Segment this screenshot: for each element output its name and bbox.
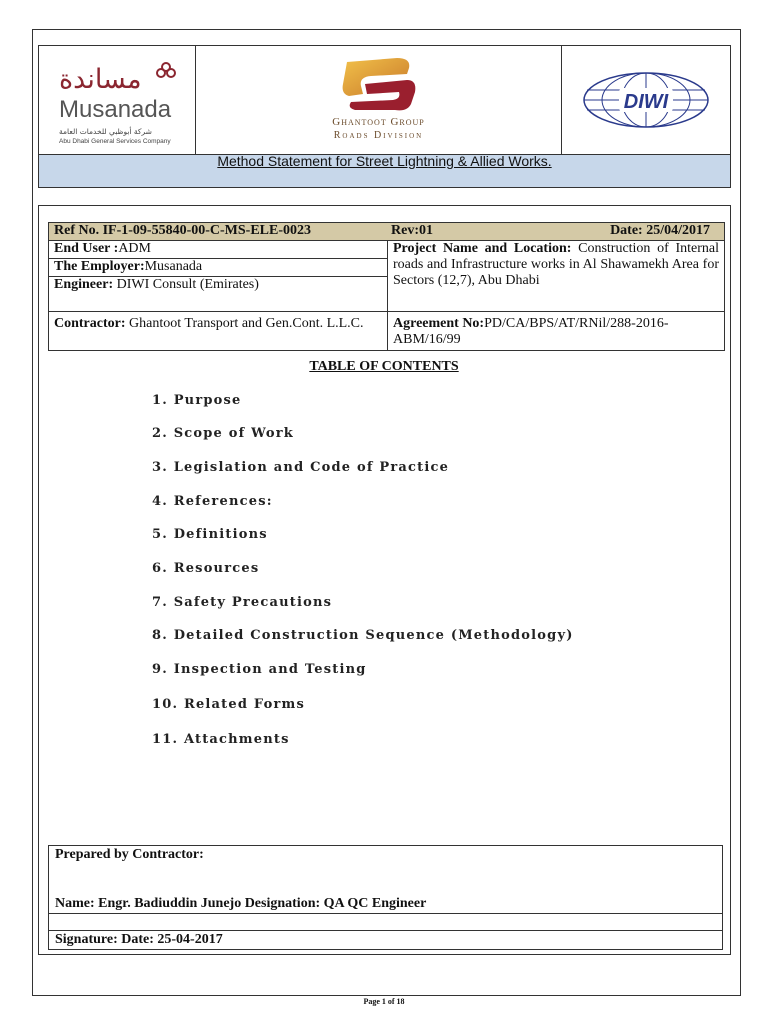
musanada-english-subtitle: Abu Dhabi General Services Company bbox=[59, 138, 171, 145]
toc-item-safety: 7. Safety Precautions bbox=[152, 595, 333, 610]
blank-row bbox=[49, 914, 722, 931]
musanada-arabic-subtitle: شركة أبوظبي للخدمات العامة bbox=[59, 127, 152, 136]
diwi-logo-cell bbox=[562, 46, 730, 154]
ghantoot-logo bbox=[279, 54, 479, 146]
ref-number: Ref No. IF-1-09-55840-00-C-MS-ELE-0023 bbox=[54, 223, 312, 238]
musanada-flower-icon bbox=[155, 60, 177, 82]
toc-item-references: 4. References: bbox=[152, 494, 273, 509]
ghantoot-logo-cell bbox=[196, 46, 562, 154]
prepared-by-label: Prepared by Contractor: bbox=[55, 847, 204, 862]
document-date: Date: 25/04/2017 bbox=[610, 223, 710, 238]
project-label: Project Name and Location: bbox=[393, 241, 572, 256]
toc-item-related-forms: 10. Related Forms bbox=[152, 697, 305, 712]
info-grid bbox=[49, 241, 724, 312]
ghantoot-emblem-icon bbox=[337, 54, 421, 114]
info-left-column bbox=[49, 241, 388, 311]
end-user-line bbox=[49, 241, 387, 259]
info-bottom-row bbox=[49, 312, 724, 350]
prepared-by-cell bbox=[49, 846, 722, 914]
roads-division-text: Roads Division bbox=[333, 130, 424, 141]
document-title-band bbox=[38, 155, 731, 188]
employer-label: The Employer: bbox=[54, 259, 145, 274]
diwi-globe-logo bbox=[581, 70, 711, 130]
end-user-value: ADM bbox=[118, 241, 151, 256]
musanada-logo bbox=[47, 60, 187, 145]
toc-item-legislation: 3. Legislation and Code of Practice bbox=[152, 460, 450, 475]
engineer-line bbox=[49, 277, 387, 311]
toc-item-scope: 2. Scope of Work bbox=[152, 426, 295, 441]
toc-item-resources: 6. Resources bbox=[152, 561, 260, 576]
agreement-cell bbox=[388, 312, 724, 350]
ref-row bbox=[49, 223, 724, 241]
toc-item-methodology: 8. Detailed Construction Sequence (Methodology) bbox=[152, 628, 574, 643]
ghantoot-group-text: Ghantoot Group bbox=[332, 116, 425, 128]
toc-item-attachments: 11. Attachments bbox=[152, 732, 290, 747]
project-info-table bbox=[48, 222, 725, 351]
toc-title: TABLE OF CONTENTS bbox=[309, 359, 459, 374]
engineer-value: DIWI Consult (Emirates) bbox=[113, 277, 259, 292]
document-title: Method Statement for Street Lightning & Allied Works. bbox=[217, 153, 552, 169]
toc-item-purpose: 1. Purpose bbox=[152, 393, 242, 408]
prepared-by-table bbox=[48, 845, 723, 950]
employer-line bbox=[49, 259, 387, 277]
engineer-label: Engineer: bbox=[54, 277, 114, 292]
end-user-label: End User : bbox=[54, 241, 119, 256]
toc-item-inspection: 9. Inspection and Testing bbox=[152, 662, 367, 677]
musanada-english-name: Musanada bbox=[59, 96, 172, 123]
diwi-text: DIWI bbox=[623, 91, 669, 113]
musanada-arabic-name: مساندة bbox=[59, 64, 142, 95]
employer-value: Musanada bbox=[144, 259, 203, 274]
preparer-name-line: Name: Engr. Badiuddin Junejo Designation: QA QC Engineer bbox=[55, 896, 427, 911]
agreement-value: PD/CA/BPS/AT/RNil/288-2016-ABM/16/99 bbox=[393, 316, 669, 347]
contractor-label: Contractor: bbox=[54, 316, 126, 331]
header-logos bbox=[38, 45, 731, 155]
musanada-logo-cell bbox=[39, 46, 196, 154]
project-value: Construction of Internal roads and Infrastructure works in Al Shawamekh Area for Sectors (12,7), Abu Dhabi bbox=[393, 241, 719, 288]
project-name-cell bbox=[388, 241, 724, 311]
toc-item-definitions: 5. Definitions bbox=[152, 527, 268, 542]
contractor-cell bbox=[49, 312, 388, 350]
signature-line: Signature: Date: 25-04-2017 bbox=[55, 932, 223, 947]
page-number: Page 1 of 18 bbox=[363, 997, 405, 1006]
revision: Rev:01 bbox=[391, 223, 433, 238]
agreement-label: Agreement No: bbox=[393, 316, 485, 331]
contractor-value: Ghantoot Transport and Gen.Cont. L.L.C. bbox=[125, 316, 364, 331]
